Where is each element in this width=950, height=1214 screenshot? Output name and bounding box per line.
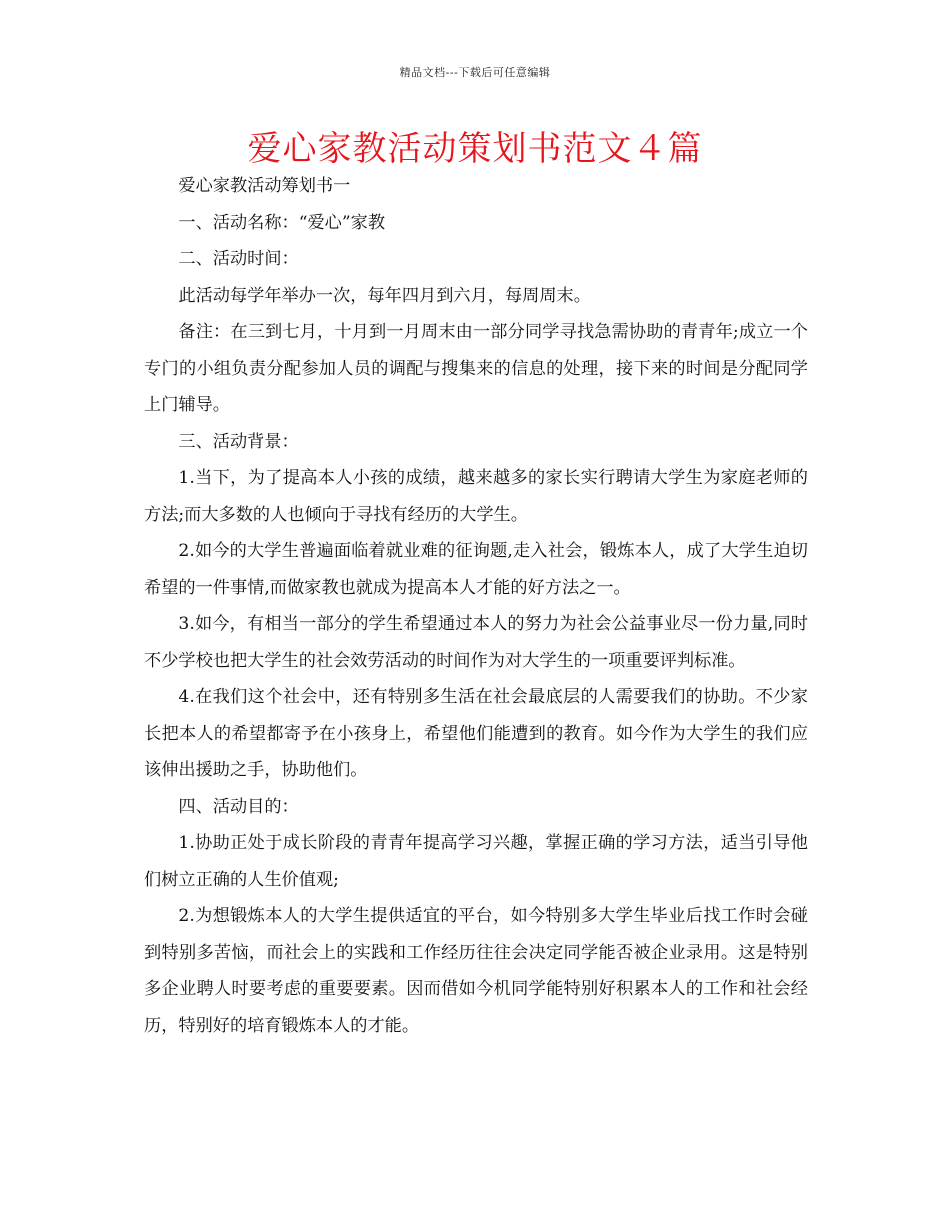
document-title: 爱心家教活动策划书范文４篇 (247, 129, 703, 169)
paragraph: 一、活动名称：“爱心”家教 (178, 212, 386, 233)
paragraph: 四、活动目的： (178, 796, 299, 817)
paragraph: 1.当下，为了提高本人小孩的成绩，越来越多的家长实行聘请大学生为家庭老师的方法;而大多数的人也倾向于寻找有经历的大学生。 (144, 468, 808, 525)
paragraph: 1.协助正处于成长阶段的青青年提高学习兴趣，掌握正确的学习方法，适当引导他们树立正确的人生价值观; (144, 833, 808, 890)
paragraph: 备注：在三到七月，十月到一月周末由一部分同学寻找急需协助的青青年;成立一个专门的小组负责分配参加人员的调配与搜集来的信息的处理，接下来的时间是分配同学上门辅导。 (144, 322, 808, 415)
paragraph: 二、活动时间： (178, 249, 299, 269)
document-body (144, 168, 808, 1044)
paragraph: 2.如今的大学生普遍面临着就业难的征询题,走入社会，锻炼本人，成了大学生迫切希望的一件事情,而做家教也就成为提高本人才能的好方法之一。 (144, 541, 808, 598)
header-note: 精品文档---下载后可任意编辑 (399, 66, 551, 79)
paragraph: 3.如今，有相当一部分的学生希望通过本人的努力为社会公益事业尽一份力量,同时不少学校也把大学生的社会效劳活动的时间作为对大学生的一项重要评判标准。 (144, 614, 808, 671)
paragraph: 三、活动背景： (178, 431, 299, 452)
paragraph: 4.在我们这个社会中，还有特别多生活在社会最底层的人需要我们的协助。不少家长把本人的希望都寄予在小孩身上，希望他们能遭到的教育。如今作为大学生的我们应该伸出援助之手，协助他们。 (144, 687, 808, 780)
paragraph: 爱心家教活动筹划书一 (178, 176, 351, 196)
paragraph: 2.为想锻炼本人的大学生提供适宜的平台，如今特别多大学生毕业后找工作时会碰到特别多苦恼，而社会上的实践和工作经历往往会决定同学能否被企业录用。这是特别多企业聘人时要考虑的重要要素。因而借如今机同学能特别好积累本人的工作和社会经历，特别好的培育锻炼本人的才能。 (144, 906, 808, 1036)
paragraph: 此活动每学年举办一次，每年四月到六月，每周周末。 (178, 285, 591, 306)
